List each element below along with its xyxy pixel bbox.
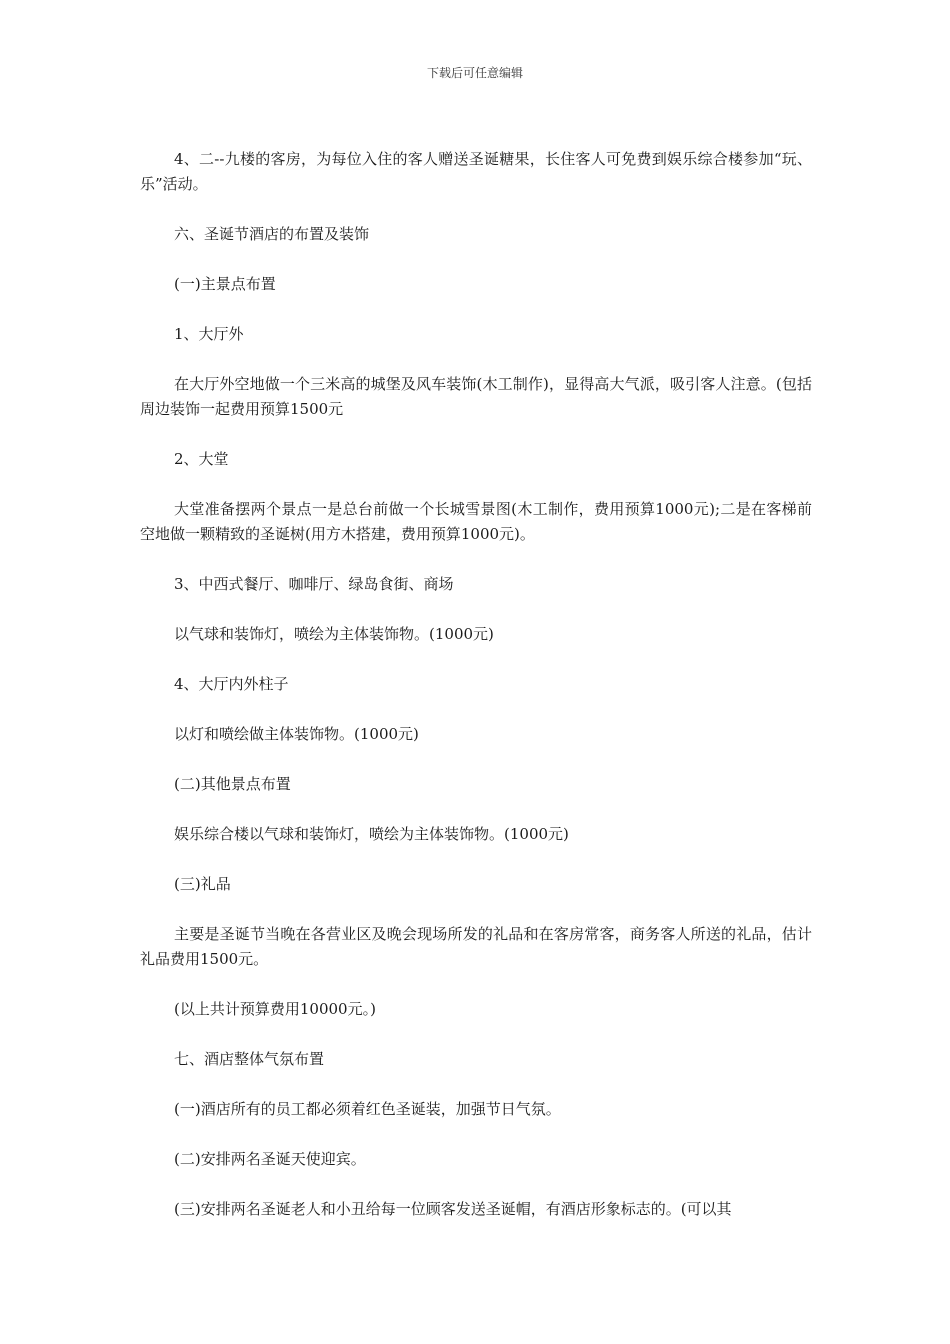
- subsection-heading: (一)主景点布置: [174, 275, 276, 293]
- paragraph: 娱乐综合楼以气球和装饰灯，喷绘为主体装饰物。(1000元): [174, 825, 569, 843]
- item-heading: 3、中西式餐厅、咖啡厅、绿岛食街、商场: [174, 575, 454, 593]
- paragraph: 以气球和装饰灯，喷绘为主体装饰物。(1000元): [174, 625, 494, 643]
- paragraph: 大堂准备摆两个景点一是总台前做一个长城雪景图(木工制作，费用预算1000元);二是在客梯前空地做一颗精致的圣诞树(用方木搭建，费用预算1000元)。: [140, 500, 812, 543]
- paragraph: 在大厅外空地做一个三米高的城堡及风车装饰(木工制作)，显得高大气派，吸引客人注意。(包括周边装饰一起费用预算1500元: [140, 375, 812, 418]
- budget-total: (以上共计预算费用10000元。): [174, 1000, 376, 1018]
- section-heading: 六、圣诞节酒店的布置及装饰: [174, 225, 370, 243]
- paragraph: (一)酒店所有的员工都必须着红色圣诞装，加强节日气氛。: [174, 1100, 561, 1118]
- item-heading: 1、大厅外: [174, 325, 244, 343]
- paragraph: (三)安排两名圣诞老人和小丑给每一位顾客发送圣诞帽，有酒店形象标志的。(可以其: [174, 1200, 732, 1218]
- section-heading: 七、酒店整体气氛布置: [174, 1050, 325, 1068]
- item-heading: 4、大厅内外柱子: [174, 675, 289, 693]
- paragraph: 以灯和喷绘做主体装饰物。(1000元): [174, 725, 419, 743]
- subsection-heading: (三)礼品: [174, 875, 231, 893]
- page-header-note: 下载后可任意编辑: [426, 66, 523, 80]
- paragraph: 主要是圣诞节当晚在各营业区及晚会现场所发的礼品和在客房常客，商务客人所送的礼品，估计礼品费用1500元。: [140, 925, 812, 968]
- item-heading: 2、大堂: [174, 450, 229, 468]
- document-body: [140, 147, 812, 1247]
- subsection-heading: (二)其他景点布置: [174, 775, 291, 793]
- paragraph: 4、二--九楼的客房，为每位入住的客人赠送圣诞糖果，长住客人可免费到娱乐综合楼参加“玩、乐”活动。: [140, 150, 812, 193]
- paragraph: (二)安排两名圣诞天使迎宾。: [174, 1150, 366, 1168]
